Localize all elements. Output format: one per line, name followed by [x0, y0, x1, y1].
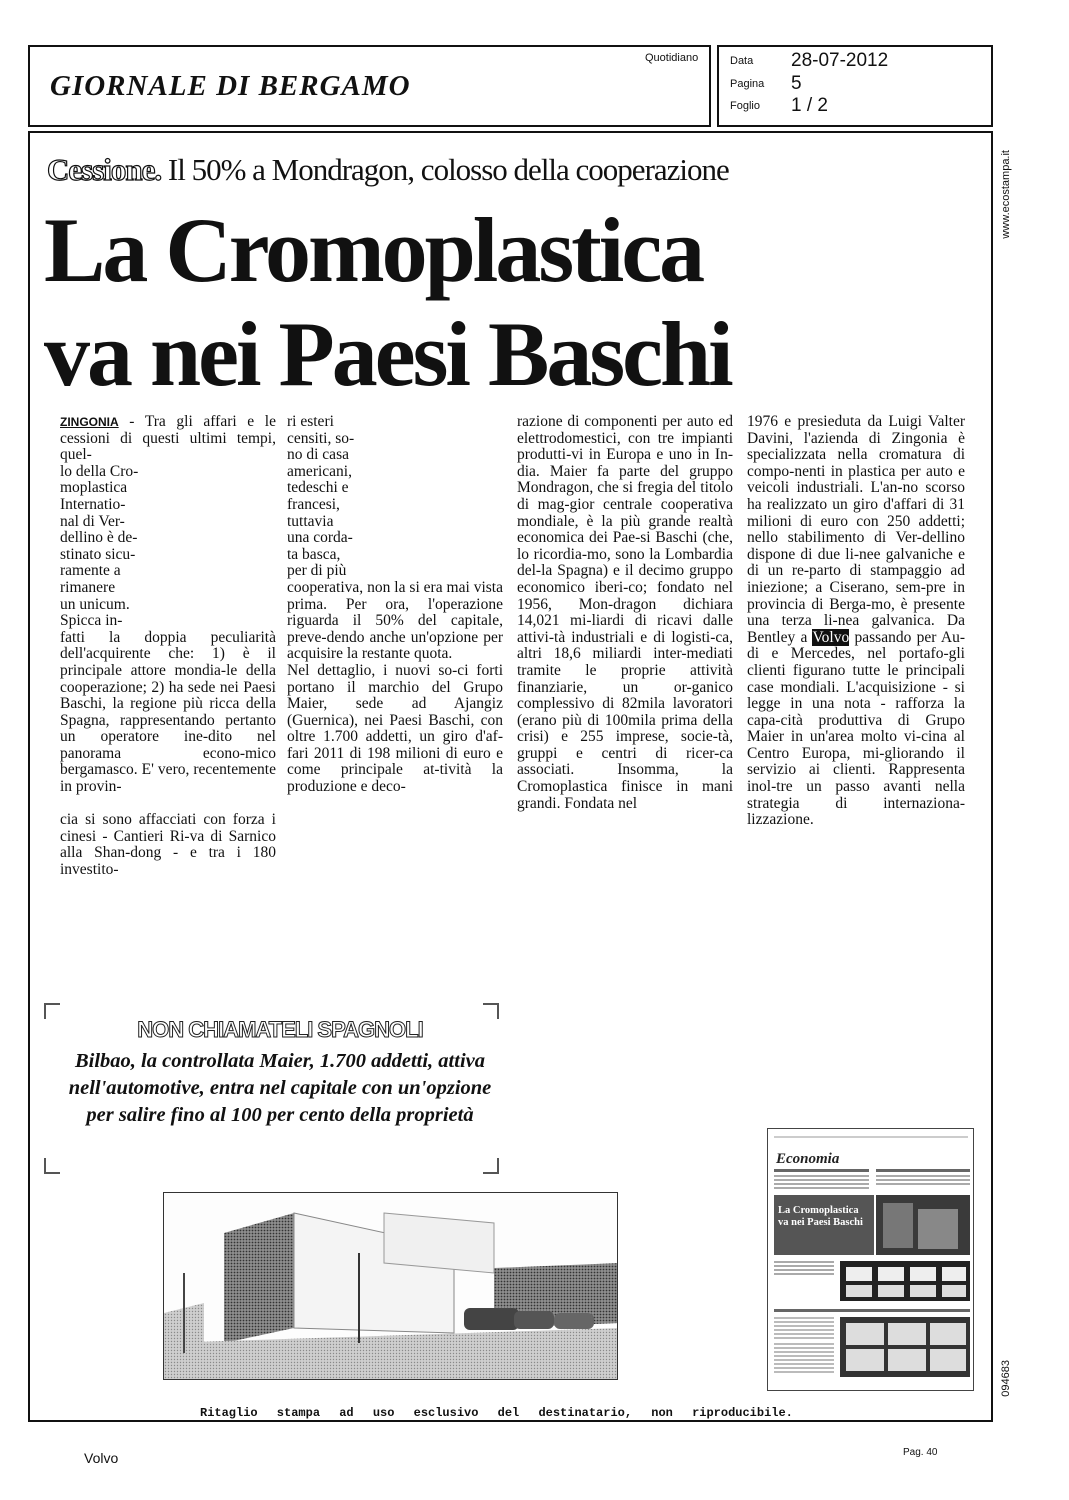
page-thumbnail-image [768, 1129, 974, 1391]
article-column-3: razione di componenti per auto ed elettrodomestici, con tre impianti produtti-vi in Europa e uno in In-dia. Maier fa parte del gruppo Mondragon, che si fregia del titolo di mag-gior centrale cooperativa mondiale, è la più grande realtà economica dei Pae-si Baschi (che, lo ricordia-mo, sono la Lombardia del-la Spagna) e il decimo gruppo economico iberi-co; fondato nel 1956, Mon-dragon dichiara 14,021 mi-liardi di ricavi dalle attivi-tà industriali e di logisti-ca, altri 18,6 miliardi inter-mediati tramite le proprie attività finanziarie, un or-ganico complessivo di 82mila lavoratori (erano più di 100mila prima della crisi) e 255 imprese, socie-tà, gruppi e centri di ricer-ca associati. Insomma, la Cromoplastica finisce in mani grandi. Fondata nel [517, 413, 733, 812]
factory-building-image [164, 1193, 618, 1380]
page-label: Pagina [730, 78, 765, 90]
footer-page-number: Pag. 40 [903, 1447, 938, 1458]
article-column-4 [747, 414, 965, 829]
side-url [1000, 150, 1014, 260]
callout-corner [44, 1003, 60, 1019]
keyword-highlight: Volvo [812, 628, 850, 646]
callout-corner [44, 1158, 60, 1174]
kicker-bold: Cessione. [47, 152, 162, 187]
page-thumbnail [767, 1128, 974, 1391]
column-4-text-a: 1976 e presieduta da Luigi Valter Davini, l'azienda di Zingonia è specializzata nella cromatura di compo-nenti in plastica per auto e veicoli industriali. L'an-no scorso ha realizzato un giro d'affari di 31 milioni di euro con 250 addetti; nello stabilimento di Ver-dellino dispone di due li-nee galvaniche e di un re-parto di stampaggio ad iniezione; a Ciserano, sem-pre in provincia di Berga-mo, è presente una terza li-nea galvanica. Da Bentley a [747, 413, 965, 646]
callout-text: Bilbao, la controllata Maier, 1.700 addetti, attiva nell'automotive, entra nel capitale con un'opzione per salire fino al 100 per cento della proprietà [68, 1050, 492, 1126]
date-label: Data [730, 55, 754, 67]
side-code [1000, 1360, 1014, 1404]
side-code-text: 094683 [1000, 1360, 1012, 1397]
date-value: 28-07-2012 [791, 50, 889, 71]
page-value: 5 [791, 73, 802, 94]
article-column-2: ri esteri censiti, so- no di casa americani, tedeschi e francesi, tuttavia una corda- ta basca, per di più cooperativa, non la si era mai vista prima. Per ora, l'operazione riguarda il 50% del capitale, preve-dendo anche un'opzione per acquisire la restante quota. Nel dettaglio, i nuovi so-ci forti portano il marchio del Grupo Maier, sede ad Ajangiz (Guernica), nei Paesi Baschi, con oltre 1.700 addetti, un giro d'af-fari 2011 di 198 milioni di euro e come principale at-tività la produzione e deco- [287, 413, 503, 796]
column-4-text-b: passando per Au-di e Mercedes, nel portafo-gli clienti figurano tutte le principali case mondiali. L'acquisizione - si legge in una nota - rafforza la capa-cità produttiva di Grupo Maier in un'area molto vi-cina al Centro Europa, mi-gliorando il servizio ai clienti. Rappresenta inol-tre un passo avanti nella strategia di internaziona-lizzazione. [747, 628, 965, 829]
factory-photo [163, 1192, 618, 1380]
dateline-place: ZINGONIA [60, 415, 119, 429]
footer-keyword: Volvo [84, 1450, 119, 1466]
article-kicker [47, 152, 729, 188]
newspaper-masthead: GIORNALE DI BERGAMO [50, 70, 411, 102]
column-1-text: - Tra gli affari e le cessioni di questi ultimi tempi, quel- lo della Cro- moplastica Internatio- nal di Ver- dellino è de- stinato sicu- ramente a rimanere un unicum. Spicca in- fatti la doppia peculiarità dell'acquirente che: 1) è il principale attore mondia-le della cooperazione; 2) ha sede nei Paesi Baschi, la regione più ricca della Spagna, rappresentando pertanto un operatore ine-dito nel panorama econo-mico bergamasco. E' vero, recentemente in provin- cia si sono affacciati con forza i cinesi - Cantieri Ri-va di Sarnico alla Shan-dong - e tra i 180 investito- [60, 413, 276, 879]
kicker-rest: Il 50% a Mondragon, colosso della cooperazione [161, 152, 729, 187]
callout-title: NON CHIAMATELI SPAGNOLI [137, 1017, 423, 1042]
callout-corner [483, 1158, 499, 1174]
publication-type: Quotidiano [645, 52, 699, 64]
article-headline: La Cromoplastica va nei Paesi Baschi [44, 199, 731, 405]
clipping-notice: Ritaglio stampa ad uso esclusivo del destinatario, non riproducibile. [200, 1406, 793, 1420]
article-column-1 [60, 414, 276, 879]
thumbnail-headline: La Cromoplastica va nei Paesi Baschi [778, 1205, 863, 1228]
sheet-value: 1 / 2 [791, 95, 828, 116]
thumbnail-section: Economia [776, 1151, 840, 1167]
side-url-text: www.ecostampa.it [1000, 150, 1012, 239]
sheet-label: Foglio [730, 100, 760, 112]
